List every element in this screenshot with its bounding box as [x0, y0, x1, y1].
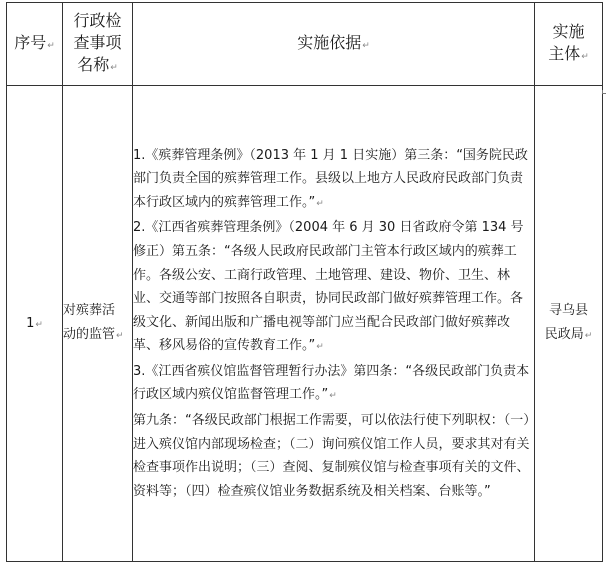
basis-paragraph-2: 2.《江西省殡葬管理条例》（2004 年 6 月 30 日省政府令第 134 号修正）第五条：“各级人民政府民政部门主管本行政区域内的殡葬工作。各级公安、工商行政管理、土地管理、建设、物价、卫生、林业、交通等部门按照各自职责，协同民政部门做好殡葬管理工作。各级文化、新闻出版和广播电视等部门应当配合民政部门做好殡葬改革、移风易俗的宣传教育工作。”↵ — [133, 220, 524, 354]
subject-cell: 寻乌县 民政局↵ — [535, 86, 603, 562]
header-row — [7, 3, 603, 86]
basis-paragraph-1: 1.《殡葬管理条例》（2013 年 1 月 1 日实施）第三条：“国务院民政部门负责全国的殡葬管理工作。县级以上地方人民政府民政部门负责本行政区域内的殡葬管理工作。”↵ — [133, 147, 528, 210]
basis-paragraph-4: 第九条：“各级民政部门根据工作需要，可以依法行使下列职权：（一）进入殡仪馆内部现场检查；（二）询问殡仪馆工作人员，要求其对有关检查事项作出说明；（三）查阅、复制殡仪馆与检查事项有关的文件、资料等；（四）检查殡仪馆业务数据系统及相关档案、台账等。” — [133, 413, 530, 499]
table-row — [7, 86, 603, 562]
header-serial-number: 序号↵ — [7, 3, 63, 86]
basis-paragraph-3: 3.《江西省殡仪馆监督管理暂行办法》第四条：“各级民政部门负责本行政区域内殡仪馆监督管理工作。”↵ — [133, 363, 530, 403]
item-name-cell: 对殡葬活 动的监管↵ — [63, 86, 133, 562]
header-item-name: 行政检 查事项 名称↵ — [63, 3, 133, 86]
header-subject: 实施 主体↵ — [535, 3, 603, 86]
basis-cell — [133, 86, 535, 562]
header-basis: 实施依据↵ — [133, 3, 535, 86]
inspection-table — [6, 2, 603, 562]
serial-number-cell: 1↵ — [7, 86, 63, 562]
cell-corner-mark — [602, 90, 606, 94]
